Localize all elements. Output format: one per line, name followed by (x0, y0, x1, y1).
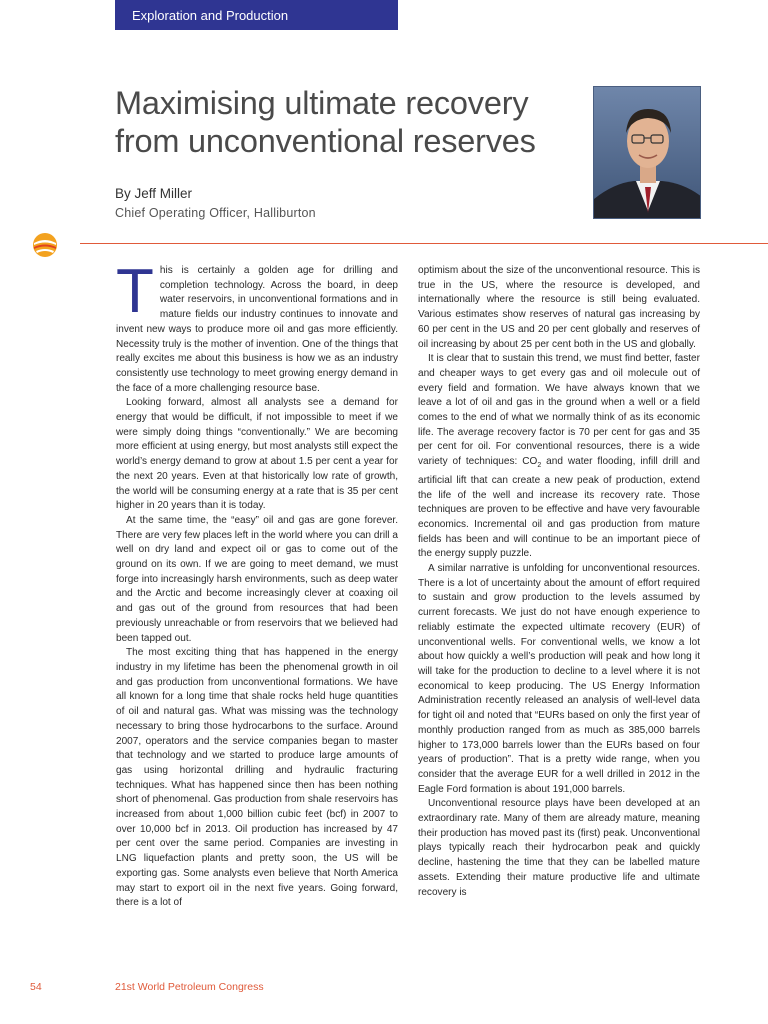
paragraph-6-text-a: It is clear that to sustain this trend, we must find better, faster and cheaper ways to get every gas and oil molecule out of every field and formation. We have always known that we leave a lot of oil and gas in the ground when a well or a field comes to the end of what we normally think of as its economic life. The average recovery factor is 70 per cent for gas and 35 per cent for oil. For conventional resources, there is a wide variety of techniques: CO (418, 353, 700, 468)
paragraph-6-text-b: and water flooding, infill drill and artificial lift that can create a new peak of production, extend the life of the well and increase its recovery rate. Those techniques are proven to be effective and have very favourable economics. Incremental oil and gas production from mature fields has been and will continue to be an important piece of the energy supply puzzle. (418, 456, 700, 560)
title-line-2: from unconventional reserves (115, 123, 536, 159)
author-role: Chief Operating Officer, Halliburton (115, 206, 316, 220)
section-tab (115, 0, 398, 30)
footer-publication: 21st World Petroleum Congress (115, 981, 264, 993)
title-line-1: Maximising ultimate recovery (115, 85, 529, 121)
paragraph-5: optimism about the size of the unconventional resource. This is true in the US, where the resource is developed, and internationally where the resource is still being evaluated. Various estimates show reserves of natural gas increasing by 60 per cent in the US and 20 per cent globally and reserves of oil increasing by about 25 per cent both in the US and globally. (418, 265, 700, 350)
drop-cap: T (116, 257, 154, 326)
author-portrait-image (594, 87, 701, 219)
article-column-left (116, 257, 399, 911)
article-column-right (418, 264, 700, 900)
paragraph-1 (116, 257, 399, 396)
paragraph-4: The most exciting thing that has happened in the energy industry in my lifetime has been the phenomenal growth in oil and gas production from unconventional formations. We have all known for a long time that shale rocks held huge quantities of oil and natural gas. What was missing was the technology necessary to bring those hydrocarbons to the surface. Around 2007, operators and the service companies began to master that technology and we started to produce large amounts of gas using horizontal drilling and hydraulic fracturing techniques. What has happened since then has been nothing short of phenomenal. Gas production from shale reservoirs has increased from about 1,000 billion cubic feet (bcf) in 2007 to over 10,000 bcf in 2013. Oil production has increased by 47 per cent over the same period. Companies are investing in LNG liquefaction plants and pretty soon, the US will be exporting gas. Some analysts even believe that North America may start to export oil in the next five years. Going forward, there is a lot of (116, 647, 398, 909)
page-number: 54 (30, 981, 42, 993)
paragraph-3: At the same time, the “easy” oil and gas are gone forever. There are very few places left in the world where you can drill a well on dry land and expect oil or gas to come out of the ground on its own. If we are going to meet demand, we must forge into increasingly harsh environments, such as deep water and the Arctic and become increasingly clever at coaxing oil and gas out of the ground from resources that had been previously unreachable or from reservoirs that we believed had been tapped out. (116, 514, 398, 644)
header-divider (80, 243, 768, 244)
co2-subscript: 2 (537, 462, 542, 470)
section-label: Exploration and Production (132, 7, 289, 23)
article-title (115, 84, 585, 160)
paragraph-8: Unconventional resource plays have been developed at an extraordinary rate. Many of them are already mature, meaning their production has moved past its (first) peak. Unconventional plays typically reach their hydrocarbon peak and quickly decline, hastening the time that they can be labelled mature assets. Extending their mature productive life and ultimate recovery is (418, 798, 700, 898)
paragraph-7: A similar narrative is unfolding for unconventional resources. There is a lot of uncertainty about the amount of effort required to sustain and grow production to the levels assumed by current forecasts. We just do not have enough experience to reliably estimate the expected ultimate recovery (EUR) of unconventional wells. For conventional wells, we know a lot about how quickly a well’s production will peak and how long it will take for the production to decline to a level where it is not economical to keep producing. The US Energy Information Administration recently released an analysis of well-level data for tight oil and noted that “EURs based on only the first year of monthly production ranged from as much as 385,000 barrels higher to 173,000 barrels lower than the EURs based on four years of production”. That is a pretty wide range, when you consider that the average EUR for a well drilled in 2012 in the Eagle Ford formation is about 191,000 barrels. (418, 563, 700, 795)
paragraph-6 (418, 352, 700, 562)
byline: By Jeff Miller (115, 186, 193, 201)
world-petroleum-congress-logo-icon (32, 232, 58, 258)
author-portrait (593, 86, 701, 219)
paragraph-2: Looking forward, almost all analysts see a demand for energy that would be difficult, if not impossible to meet if we were simply doing things “conventionally.” We are becoming more efficient at using energy, but most analysts still expect the world’s energy demand to grow at about 1.5 per cent a year for the next 20 years. Even at that historically low rate of growth, the world will be consuming energy at a rate that is 35 per cent higher in 20 years than it is today. (116, 397, 398, 512)
paragraph-1-text: his is certainly a golden age for drilling and completion technology. Across the board, in deep water reservoirs, in unconventional formations and in mature fields our industry continues to innovate and invent new ways to produce more oil and gas more efficiently. Necessity truly is the mother of invention. One of the things that really excites me about this business is how we as an industry consistently use technology to meet growing energy demand in the face of a more challenging resource base. (116, 265, 399, 394)
